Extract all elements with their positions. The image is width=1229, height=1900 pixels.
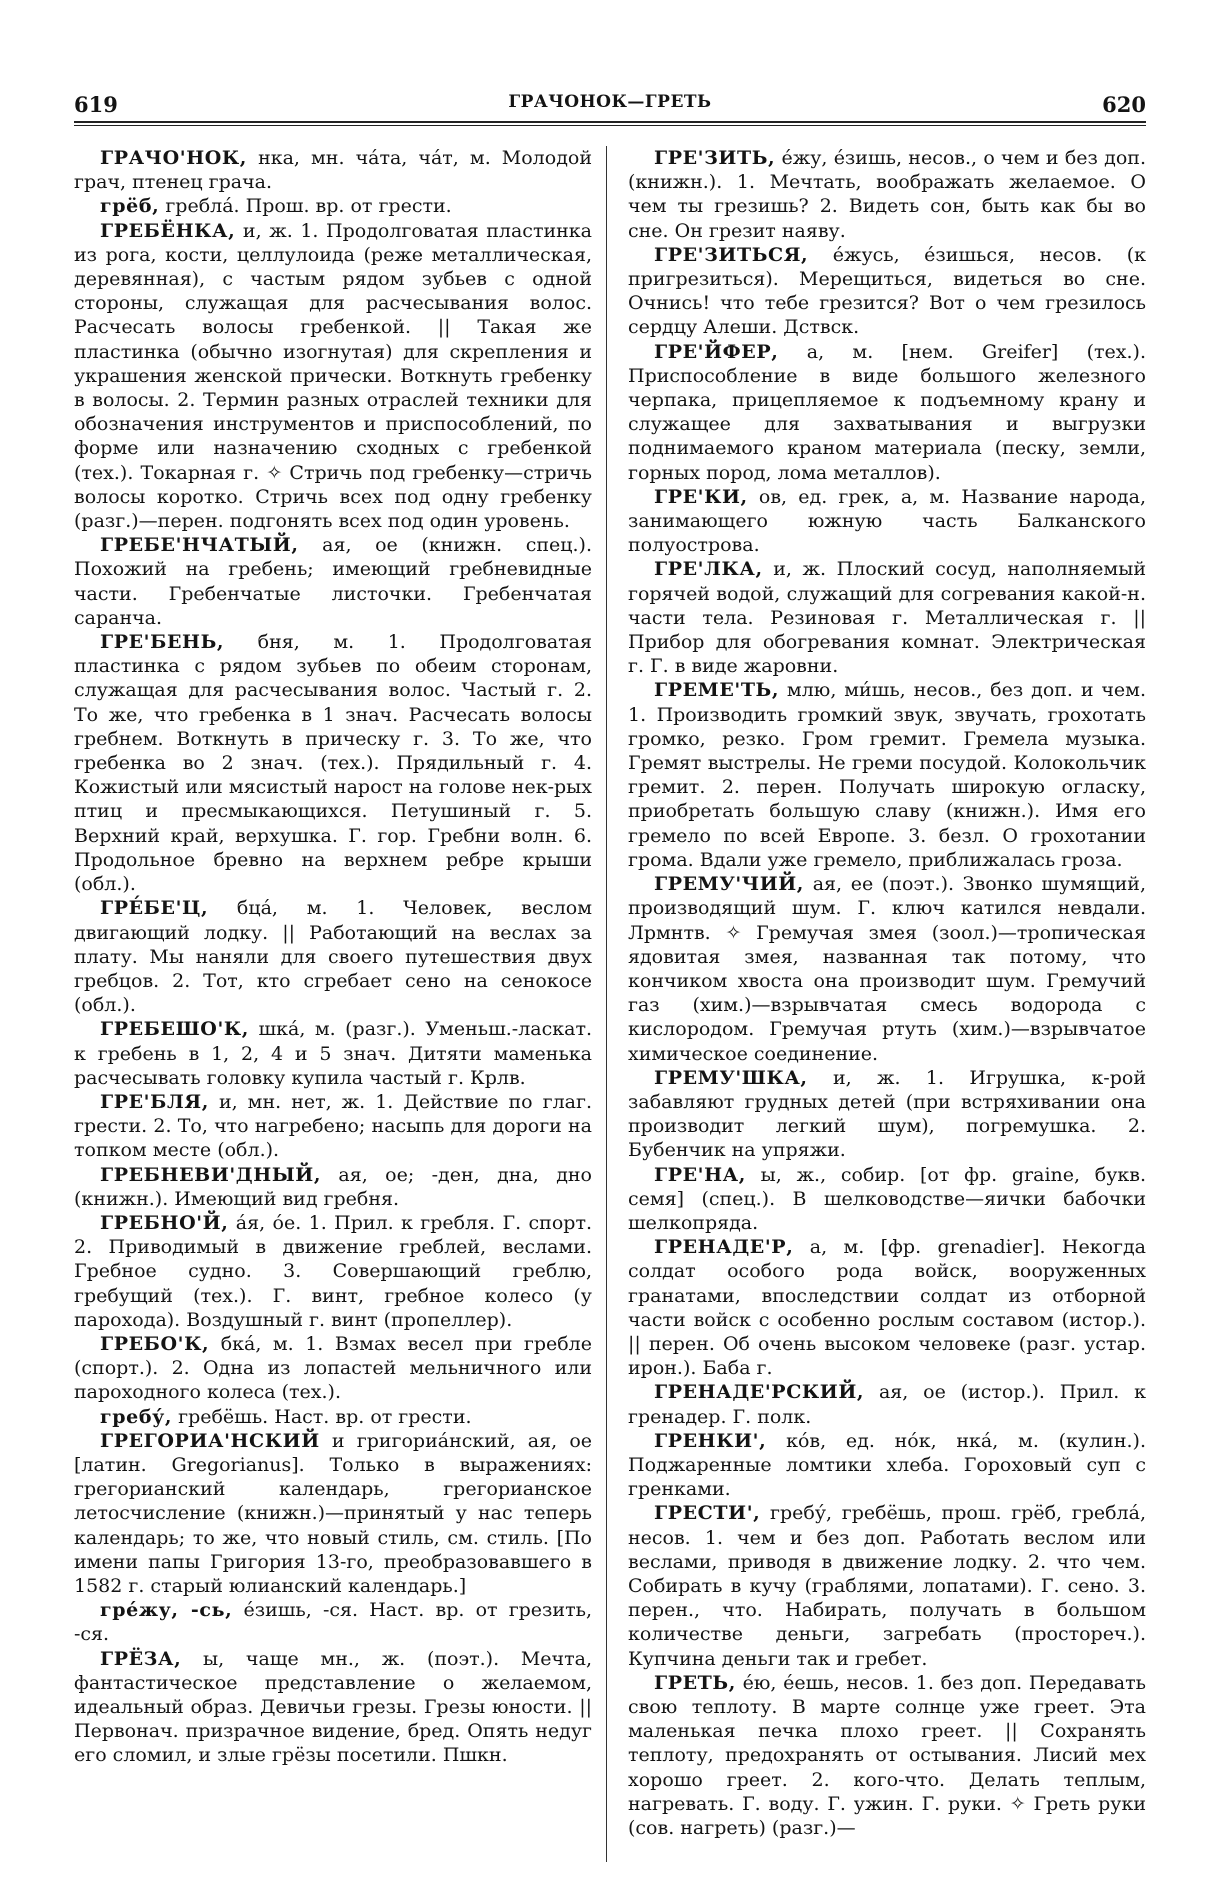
entry-definition: и, ж. 1. Игрушка, к-рой забавляют грудных детей (при встряхивании она производит легкий шум), погремушка. 2. Бубенчик на упряжи.: [628, 1066, 1146, 1162]
dictionary-entry: [628, 1380, 1146, 1428]
entry-definition: шка́, м. (разг.). Уменьш.-ласкат. к гребень в 1, 2, 4 и 5 знач. Дитяти маменька расчесывать головку купила частый г. Крлв.: [74, 1018, 592, 1089]
entry-headword: ГРЁЗА,: [100, 1647, 182, 1670]
dictionary-entry: [74, 1090, 592, 1163]
entry-headword: ГРЕ'БЕНЬ,: [100, 631, 225, 654]
dictionary-entry: [74, 146, 592, 194]
entry-definition: бка́, м. 1. Взмах весел при гребле (спорт.). 2. Одна из лопастей мельничного или пароходного колеса (тех.).: [74, 1332, 592, 1404]
dictionary-entry: [628, 557, 1146, 678]
entry-headword: ГРЕМУ'ЧИЙ,: [654, 873, 805, 896]
dictionary-entry: [628, 340, 1146, 485]
dictionary-entry: [74, 1163, 592, 1211]
dictionary-entry: [74, 630, 592, 896]
entry-headword: ГРЕ'БЛЯ,: [100, 1090, 209, 1113]
entry-definition: и, мн. нет, ж. 1. Действие по глаг. грести. 2. То, что нагребено; насыпь для дороги на топком месте (обл.).: [74, 1090, 592, 1162]
entry-headword: ГРЕМЕ'ТЬ,: [654, 679, 780, 702]
dictionary-entry: [74, 1405, 592, 1429]
header-rule-thin: [74, 125, 1146, 126]
dictionary-entry: [628, 1671, 1146, 1840]
entry-headword: ГРЕНАДЕ'РСКИЙ,: [654, 1381, 865, 1404]
entry-headword: ГРАЧО'НОК,: [100, 147, 247, 169]
dictionary-entry: [628, 146, 1146, 243]
dictionary-entry: [628, 485, 1146, 558]
entry-headword: ГРЕ'ЙФЕР,: [654, 340, 779, 363]
entry-headword: ГРЕ'КИ,: [654, 485, 748, 508]
entry-headword: ГРЕБНО'Й,: [100, 1211, 229, 1234]
entry-headword: ГРЕНКИ',: [654, 1429, 767, 1452]
entry-definition: гребёшь. Наст. вр. от грести.: [172, 1405, 472, 1428]
entry-definition: а́я, о́е. 1. Прил. к гребля. Г. спорт. 2. Приводимый в движение греблей, веслами. Гребное судно. 3. Совершающий греблю, гребущий (тех.). Г. винт, гребное колесо (у парохода). Воздушный г. винт (пропеллер).: [74, 1211, 592, 1331]
entry-headword: ГРЕ́БЕ'Ц,: [100, 897, 209, 920]
dictionary-entry: [74, 194, 592, 218]
entry-definition: ая, ое (истор.). Прил. к гренадер. Г. полк.: [628, 1381, 1146, 1428]
entry-headword: ГРЕБНЕВИ'ДНЫЙ,: [100, 1163, 322, 1186]
entry-definition: е́жу, е́зишь, несов., о чем и без доп. (книжн.). 1. Мечтать, воображать желаемое. О чем ты грезишь? 2. Видеть сон, быть как бы во сне. Он грезит наяву.: [628, 147, 1146, 242]
entry-headword: ГРЕ'ЗИТЬ,: [654, 147, 776, 169]
entry-definition: гребла́. Прош. вр. от грести.: [159, 195, 452, 218]
entry-headword: ГРЕСТИ',: [654, 1502, 761, 1525]
entry-definition: гребу́, гребёшь, прош. грёб, гребла́, несов. 1. чем и без доп. Работать веслом или веслами, приводя в движение лодку. 2. что чем. Собирать в кучу (граблями, лопатами). Г. сено. 3. перен., что. Набирать, получать в большом количестве деньги, загребать (простореч.). Купчина деньги так и гребет.: [628, 1502, 1146, 1670]
entry-definition: нка, мн. ча́та, ча́т, м. Молодой грач, птенец грача.: [74, 147, 592, 194]
entry-headword: ГРЕМУ'ШКА,: [654, 1066, 808, 1089]
dictionary-entry: [628, 1163, 1146, 1236]
dictionary-entry: [628, 678, 1146, 872]
entry-headword: ГРЕБЕШО'К,: [100, 1018, 249, 1041]
entry-definition: и, ж. Плоский сосуд, наполняемый горячей водой, служащий для согревания какой-н. части тела. Резиновая г. Металлическая г. || Прибор для обогревания комнат. Электрическая г. Г. в виде жаровни.: [628, 558, 1146, 678]
entry-headword: ГРЕГОРИА'НСКИЙ: [100, 1429, 320, 1452]
entry-definition: бца́, м. 1. Человек, веслом двигающий лодку. || Работающий на веслах за плату. Мы наняли для своего путешествия двух гребцов. 2. Тот, кто сгребает сено на сенокосе (обл.).: [74, 897, 592, 1017]
dictionary-entry: [74, 1598, 592, 1646]
entry-definition: ая, ое; -ден, дна, дно (книжн.). Имеющий вид гребня.: [74, 1163, 592, 1210]
entry-headword: ГРЕТЬ,: [654, 1671, 736, 1694]
entry-definition: млю, ми́шь, несов., без доп. и чем. 1. Производить громкий звук, звучать, грохотать громко, резко. Гром гремит. Гремела музыка. Гремят выстрелы. Не греми посудой. Колокольчик гремит. 2. перен. Получать широкую огласку, приобретать большую славу (книжн.). Имя его гремело по всей Европе. 3. безл. О грохотании грома. Вдали уже гремело, приближалась гроза.: [628, 679, 1146, 871]
entry-definition: и григориа́нский, ая, ое [латин. Gregorianus]. Только в выражениях: грегорианский календарь, грегорианское летосчисление (книжн.)—принятый у нас теперь календарь; то же, что новый стиль, см. стиль. [По имени папы Григория 13-го, преобразовавшего в 1582 г. старый юлианский календарь.]: [74, 1429, 592, 1597]
dictionary-entry: [74, 1211, 592, 1332]
entry-headword: гребу́,: [100, 1405, 173, 1428]
right-column: [628, 146, 1146, 1862]
entry-headword: ГРЕБО'К,: [100, 1332, 210, 1355]
entry-definition: ы, ж., собир. [от фр. graine, букв. семя] (спец.). В шелководстве—яички бабочки шелкопряда.: [628, 1163, 1146, 1234]
entry-headword: грёб,: [100, 195, 160, 218]
entry-headword: гре́жу, -сь,: [100, 1599, 233, 1622]
entry-definition: бня, м. 1. Продолговатая пластинка с рядом зубьев по обеим сторонам, служащая для расчесывания волос. Частый г. 2. То же, что гребенка в 1 знач. Расчесать волосы гребнем. Воткнуть в прическу г. 3. То же, что гребенка во 2 знач. (тех.). Прядильный г. 4. Кожистый или мясистый нарост на голове нек-рых птиц и пресмыкающихся. Петушиный г. 5. Верхний край, верхушка. Г. гор. Гребни волн. 6. Продольное бревно на верхнем ребре крыши (обл.).: [74, 631, 592, 896]
dictionary-entry: [628, 243, 1146, 340]
dictionary-entry: [628, 872, 1146, 1066]
left-column: [74, 146, 592, 1862]
entry-headword: ГРЕ'НА,: [654, 1163, 746, 1186]
entry-definition: ая, ое (книжн. спец.). Похожий на гребень; имеющий гребневидные части. Гребенчатые листочки. Гребенчатая саранча.: [74, 534, 592, 629]
column-divider: [606, 146, 607, 1862]
entry-definition: ко́в, ед. но́к, нка́, м. (кулин.). Поджаренные ломтики хлеба. Гороховый суп с гренками.: [628, 1429, 1146, 1501]
page-number-left: 619: [74, 92, 118, 117]
dictionary-entry: [628, 1066, 1146, 1163]
dictionary-entry: [74, 1429, 592, 1598]
dictionary-entry: [74, 219, 592, 534]
dictionary-entry: [74, 896, 592, 1017]
dictionary-entry: [628, 1429, 1146, 1502]
entry-definition: ая, ее (поэт.). Звонко шумящий, производящий шум. Г. ключ катился невдали. Лрмнтв. ✧ Гремучая змея (зоол.)—тропическая ядовитая змея, названная так потому, что кончиком хвоста она производит шум. Гремучий газ (хим.)—взрывчатая смесь водорода с кислородом. Гремучая ртуть (хим.)—взрывчатое химическое соединение.: [628, 873, 1146, 1065]
entry-definition: е́ю, е́ешь, несов. 1. без доп. Передавать свою теплоту. В марте солнце уже греет. Эта маленькая печка плохо греет. || Сохранять теплоту, предохранять от остывания. Лисий мех хорошо греет. 2. кого-что. Делать теплым, нагревать. Г. воду. Г. ужин. Г. руки. ✧ Греть руки (сов. нагреть) (разг.)—: [628, 1671, 1146, 1840]
dictionary-entry: [628, 1501, 1146, 1670]
entry-definition: е́зишь, -ся. Наст. вр. от грезить, -ся.: [74, 1599, 592, 1646]
header-rule-thick: [74, 121, 1146, 123]
dictionary-entry: [74, 533, 592, 630]
running-head: ГРАЧОНОК—ГРЕТЬ: [508, 92, 712, 112]
entry-headword: ГРЕ'ЗИТЬСЯ,: [654, 243, 809, 266]
entry-headword: ГРЕ'ЛКА,: [654, 558, 763, 581]
entry-definition: ов, ед. грек, а, м. Название народа, занимающего южную часть Балканского полуострова.: [628, 485, 1146, 557]
page-number-right: 620: [1102, 92, 1146, 117]
dictionary-entry: [74, 1017, 592, 1090]
dictionary-entry: [74, 1647, 592, 1768]
dictionary-entry: [628, 1235, 1146, 1380]
entry-definition: а, м. [нем. Greifer] (тех.). Приспособление в виде большого железного черпака, прицепляемое к подъемному крану и служащее для захватывания и выгрузки поднимаемого краном материала (песку, земли, горных пород, лома металлов).: [628, 340, 1146, 484]
entry-headword: ГРЕБЕ'НЧАТЫЙ,: [100, 534, 299, 557]
entry-definition: ы, чаще мн., ж. (поэт.). Мечта, фантастическое представление о желаемом, идеальный образ. Девичьи грезы. Грезы юности. || Первонач. призрачное видение, бред. Опять недуг его сломил, и злые грёзы посетили. Пшкн.: [74, 1647, 592, 1767]
dictionary-entry: [74, 1332, 592, 1405]
entry-headword: ГРЕНАДЕ'Р,: [654, 1236, 794, 1259]
entry-headword: ГРЕБЁНКА,: [100, 219, 236, 242]
entry-definition: и, ж. 1. Продолговатая пластинка из рога, кости, целлулоида (реже металлическая, деревянная), с частым рядом зубьев с одной стороны, служащая для расчесывания волос. Расчесать волосы гребенкой. || Такая же пластинка (обычно изогнутая) для скрепления и украшения женской прически. Воткнуть гребенку в волосы. 2. Термин разных отраслей техники для обозначения инструментов и приспособлений, по форме или назначению сходных с гребенкой (тех.). Токарная г. ✧ Стричь под гребенку—стричь волосы коротко. Стричь всех под одну гребенку (разг.)—перен. подгонять всех под один уровень.: [74, 219, 592, 533]
entry-definition: е́жусь, е́зишься, несов. (к пригрезиться). Мерещиться, видеться во сне. Очнись! что тебе грезится? Вот о чем грезилось сердцу Алеши. Дствск.: [628, 243, 1146, 339]
entry-definition: а, м. [фр. grenadier]. Некогда солдат особого рода войск, вооруженных гранатами, впоследствии солдат из отборной части войск с особенно рослым составом (истор.). || перен. Об очень высоком человеке (разг. устар. ирон.). Баба г.: [628, 1236, 1146, 1380]
